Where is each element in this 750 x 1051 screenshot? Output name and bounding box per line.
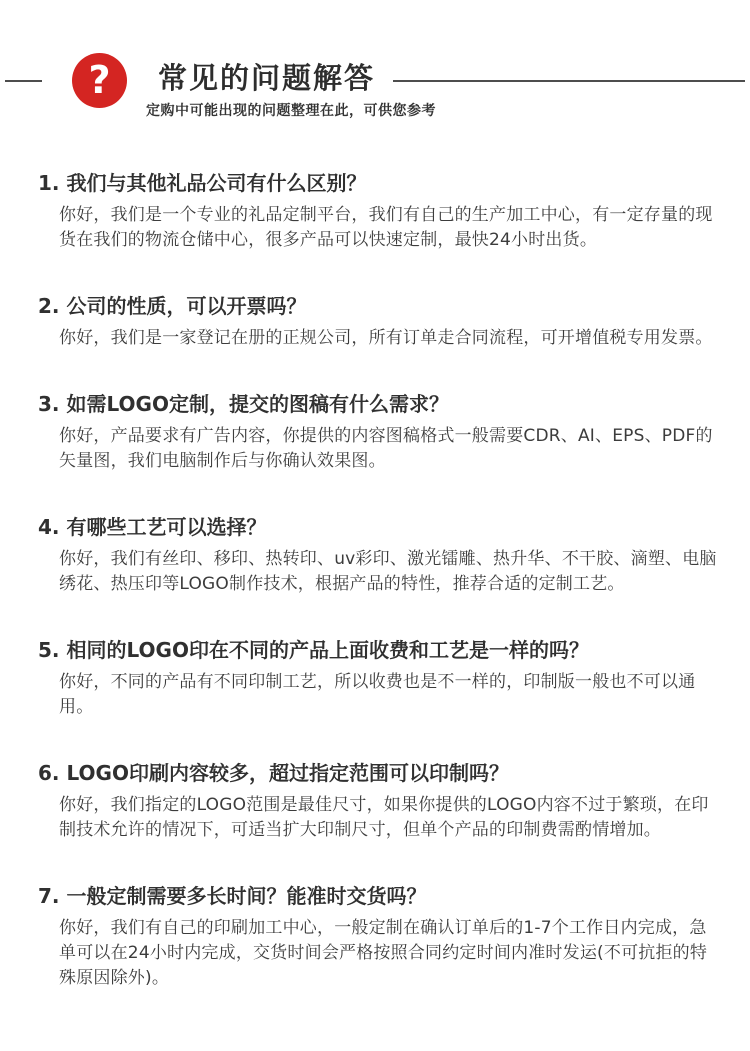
faq-question-number: 7. (38, 884, 60, 908)
faq-question-text: 一般定制需要多长时间？能准时交货吗？ (66, 884, 427, 908)
faq-item-1 (38, 170, 722, 253)
faq-item-6 (38, 760, 722, 843)
faq-question (38, 514, 722, 540)
faq-question (38, 293, 722, 319)
faq-answer: 你好，不同的产品有不同印制工艺，所以收费也是不一样的，印制版一般也不可以通用。 (59, 672, 696, 717)
question-mark-badge (72, 53, 127, 108)
faq-question (38, 637, 722, 663)
faq-answer: 你好，我们指定的LOGO范围是最佳尺寸，如果你提供的LOGO内容不过于繁琐，在印制技术允许的情况下，可适当扩大印制尺寸，但单个产品的印制费需酌情增加。 (59, 795, 709, 840)
faq-question-text: 公司的性质，可以开票吗？ (66, 294, 307, 318)
faq-question (38, 760, 722, 786)
faq-question-number: 3. (38, 392, 60, 416)
faq-item-4 (38, 514, 722, 597)
faq-question-text: 如需LOGO定制，提交的图稿有什么需求？ (66, 392, 449, 416)
faq-question-text: LOGO印刷内容较多，超过指定范围可以印制吗？ (66, 761, 509, 785)
faq-question-text: 有哪些工艺可以选择？ (66, 515, 267, 539)
faq-question-number: 2. (38, 294, 60, 318)
faq-header (0, 0, 750, 150)
faq-item-5 (38, 637, 722, 720)
faq-item-3 (38, 391, 722, 474)
faq-question (38, 170, 722, 196)
header-right-divider (393, 80, 745, 82)
question-mark-icon: ? (88, 57, 111, 102)
faq-answer: 你好，我们有自己的印刷加工中心，一般定制在确认订单后的1-7个工作日内完成，急单可以在24小时内完成，交货时间会严格按照合同约定时间内准时发运(不可抗拒的特殊原因除外)。 (59, 918, 708, 988)
faq-question (38, 391, 722, 417)
faq-item-2 (38, 293, 722, 351)
faq-answer: 你好，我们是一家登记在册的正规公司，所有订单走合同流程，可开增值税专用发票。 (59, 328, 713, 348)
faq-question-number: 4. (38, 515, 60, 539)
faq-answer: 你好，我们是一个专业的礼品定制平台，我们有自己的生产加工中心，有一定存量的现货在我们的物流仓储中心，很多产品可以快速定制，最快24小时出货。 (59, 205, 713, 250)
faq-question-number: 6. (38, 761, 60, 785)
faq-question-text: 相同的LOGO印在不同的产品上面收费和工艺是一样的吗？ (66, 638, 589, 662)
faq-list (0, 150, 750, 991)
faq-question (38, 883, 722, 909)
header-left-divider (5, 80, 42, 82)
faq-answer: 你好，产品要求有广告内容，你提供的内容图稿格式一般需要CDR、AI、EPS、PDF的矢量图，我们电脑制作后与你确认效果图。 (59, 426, 713, 471)
faq-answer: 你好，我们有丝印、移印、热转印、uv彩印、激光镭雕、热升华、不干胶、滴塑、电脑绣花、热压印等LOGO制作技术，根据产品的特性，推荐合适的定制工艺。 (59, 549, 717, 594)
page-title: 常见的问题解答 (158, 61, 376, 95)
faq-question-number: 1. (38, 171, 60, 195)
page-subtitle: 定购中可能出现的问题整理在此，可供您参考 (146, 103, 436, 119)
faq-question-text: 我们与其他礼品公司有什么区别？ (66, 171, 367, 195)
faq-item-7 (38, 883, 722, 991)
faq-question-number: 5. (38, 638, 60, 662)
